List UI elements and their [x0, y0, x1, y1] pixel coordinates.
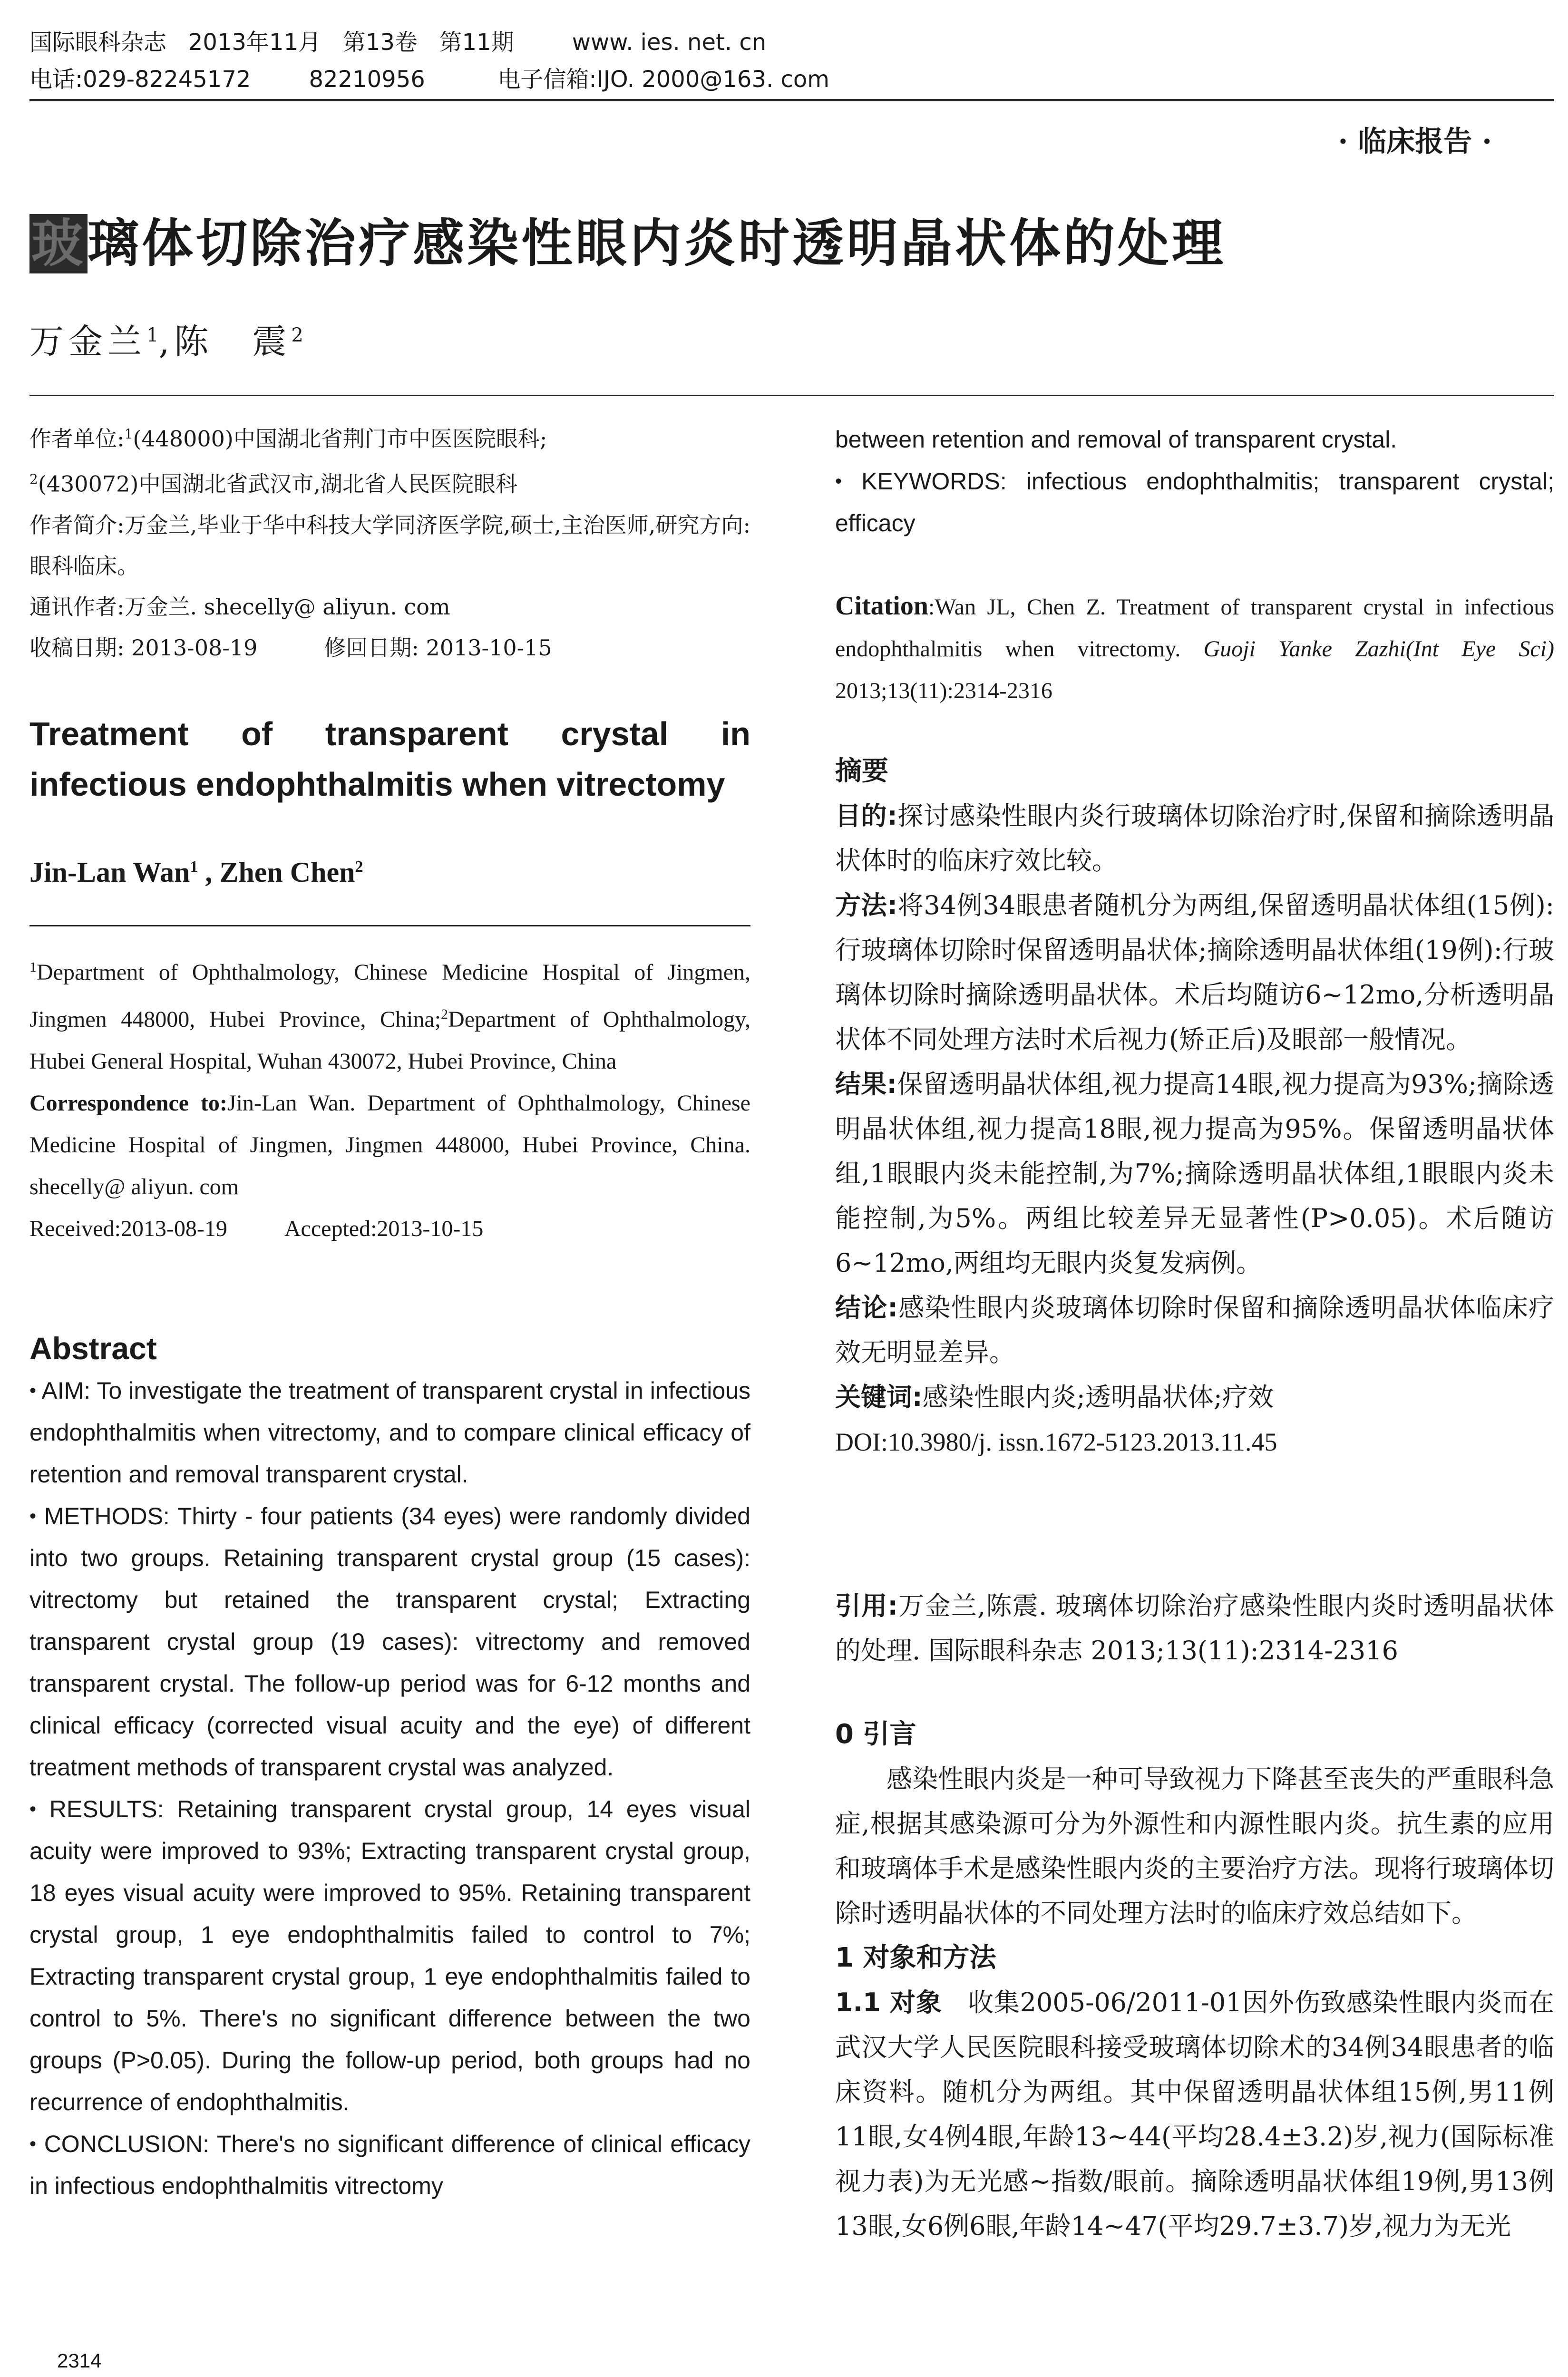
author-1-sup: 1	[146, 324, 159, 346]
abstract-cn-aim: 目的:探讨感染性眼内炎行玻璃体切除治疗时,保留和摘除透明晶状体时的临床疗效比较。	[835, 801, 1554, 876]
article-title	[29, 202, 1226, 276]
authors-cn	[29, 314, 303, 363]
title-rest: 璃体切除治疗感染性眼内炎时透明晶状体的处理	[88, 214, 1227, 273]
unit-line-1: 作者单位:$^1$(448000)中国湖北省荆门市中医医院眼科;	[29, 426, 547, 452]
dates-cn: 收稿日期: 2013-08-19 修回日期: 2013-10-15	[29, 634, 552, 661]
unit-line-2: $^2$(430072)中国湖北省武汉市,湖北省人民医院眼科	[29, 471, 517, 497]
english-title-line-1: Treatment of transparent crystal in	[29, 715, 750, 752]
title-first-char: 玻	[29, 214, 88, 273]
authors-en	[29, 856, 363, 889]
correspondence: Correspondence to:Jin-Lan Wan. Department of Ophthalmology, Chinese Medicine Hospital of Jingmen, Jingmen 448000, Hubei Province, China. shecelly@ aliyun. com	[29, 1091, 750, 1199]
meta-cn	[29, 414, 750, 668]
intro-paragraph: 感染性眼内炎是一种可导致视力下降甚至丧失的严重眼科急症,根据其感染源可分为外源性和内源性眼内炎。抗生素的应用和玻璃体手术是感染性眼内炎的主要治疗方法。现将行玻璃体切除时透明晶状体的不同处理方法时的临床疗效总结如下。	[835, 1764, 1554, 1928]
en-author-2-sup: 2	[355, 858, 363, 876]
author-bio: 作者简介:万金兰,毕业于华中科技大学同济医学院,硕士,主治医师,研究方向:眼科临床。	[29, 512, 750, 579]
keywords-en: • KEYWORDS: infectious endophthalmitis; transparent crystal; efficacy	[835, 468, 1554, 536]
abstract-en	[29, 1327, 750, 2207]
abstract-cn-methods: 方法:将34例34眼患者随机分为两组,保留透明晶状体组(15例):行玻璃体切除时保留透明晶状体;摘除透明晶状体组(19例):行玻璃体切除时摘除透明晶状体。术后均随访6~12mo,分析透明晶状体不同处理方法时术后视力(矫正后)及眼部一般情况。	[835, 890, 1554, 1054]
citation-cn-text: 引用:万金兰,陈震. 玻璃体切除治疗感染性眼内炎时透明晶状体的处理. 国际眼科杂志 2013;13(11):2314-2316	[835, 1591, 1554, 1666]
authors-rule	[29, 395, 1554, 396]
affiliation	[29, 946, 750, 1250]
journal-header	[29, 24, 1554, 98]
author-1: 万金兰	[29, 321, 147, 361]
abstract-cn-results: 结果:保留透明晶状体组,视力提高14眼,视力提高为93%;摘除透明晶状体组,视力提高18眼,视力提高为95%。保留透明晶状体组,1眼眼内炎未能控制,为7%;摘除透明晶状体组,1眼眼内炎未能控制,为5%。两组比较差异无显著性(P>0.05)。术后随访6~12mo,两组均无眼内炎复发病例。	[835, 1069, 1554, 1278]
abstract-conclusion: • CONCLUSION: There's no significant difference of clinical efficacy in infectious endophthalmitis vitrectomy	[29, 2131, 750, 2199]
author-sep: ,	[158, 321, 175, 361]
abstract-heading: Abstract	[29, 1331, 157, 1366]
en-authors-rule	[29, 925, 750, 926]
author-2-sup: 2	[291, 324, 303, 346]
english-title	[29, 709, 750, 809]
citation-text: Citation:Wan JL, Chen Z. Treatment of transparent crystal in infectious endophthalmitis when vitrectomy. Guoji Yanke Zazhi(Int Eye Sci) 2013;13(11):2314-2316	[835, 591, 1554, 703]
citation-cn	[835, 1584, 1554, 1673]
corresponding-author: 通讯作者:万金兰. shecelly@ aliyun. com	[29, 594, 450, 620]
abstract-aim: • AIM: To investigate the treatment of transparent crystal in infectious endophthalmitis when vitrectomy, and to compare clinical efficacy of retention and removal transparent crystal.	[29, 1377, 750, 1488]
conclusion-continued: between retention and removal of transparent crystal.	[835, 426, 1397, 453]
abstract-cn-conclusion: 结论:感染性眼内炎玻璃体切除时保留和摘除透明晶状体临床疗效无明显差异。	[835, 1293, 1554, 1367]
header-line-2: 电话:029-82245172 82210956 电子信箱:IJO. 2000@163. com	[29, 66, 830, 93]
intro-heading: 0 引言	[835, 1719, 916, 1750]
abstract-en-continued	[835, 419, 1554, 544]
doi: DOI:10.3980/j. issn.1672-5123.2013.11.45	[835, 1428, 1277, 1456]
page-number: 2314	[57, 2349, 102, 2372]
author-2: 陈 震	[174, 321, 292, 361]
affiliation-text: $^1$Department of Ophthalmology, Chinese Medicine Hospital of Jingmen, Jingmen 448000, Hubei Province, China;$^2$Department of Ophthalmology, Hubei General Hospital, Wuhan 430072, Hubei Province, China	[29, 959, 751, 1074]
dates-en: Received:2013-08-19 Accepted:2013-10-15	[29, 1216, 484, 1241]
en-author-sep: ,	[198, 857, 220, 888]
en-author-1: Jin-Lan Wan	[29, 857, 190, 888]
header-line-1: 国际眼科杂志 2013年11月 第13卷 第11期 www. ies. net. cn	[29, 29, 767, 56]
abstract-results: • RESULTS: Retaining transparent crystal group, 14 eyes visual acuity were improved to 93%; Extracting transparent crystal group, 18 eyes visual acuity were improved to 95%. Retaining transparent crystal group, 1 eye endophthalmitis failed to control to 7%; Extracting transparent crystal group, 1 eye endophthalmitis failed to control to 5%. There's no significant difference between the two groups (P>0.05). During the follow-up period, both groups had no recurrence of endophthalmitis.	[29, 1796, 750, 2115]
abstract-cn-keywords: 关键词:感染性眼内炎;透明晶状体;疗效	[835, 1382, 1274, 1412]
en-author-2: Zhen Chen	[219, 857, 355, 888]
abstract-cn-heading: 摘要	[835, 756, 888, 787]
en-author-1-sup: 1	[190, 858, 198, 876]
section-tag: · 临床报告 ·	[1338, 125, 1492, 158]
abstract-cn	[835, 749, 1554, 1464]
methods-heading: 1 对象和方法	[835, 1942, 996, 1973]
english-title-line-2: infectious endophthalmitis when vitrectomy	[29, 766, 725, 803]
header-rule	[29, 99, 1554, 101]
body-text	[835, 1712, 1554, 2249]
subjects-paragraph: 1.1 对象 收集2005-06/2011-01因外伤致感染性眼内炎而在武汉大学人民医院眼科接受玻璃体切除术的34例34眼患者的临床资料。随机分为两组。其中保留透明晶状体组15例,男11例11眼,女4例4眼,年龄13~44(平均28.4±3.2)岁,视力(国际标准视力表)为无光感~指数/眼前。摘除透明晶状体组19例,男13例13眼,女6例6眼,年龄14~47(平均29.7±3.7)岁,视力为无光	[835, 1987, 1554, 2241]
abstract-methods: • METHODS: Thirty - four patients (34 eyes) were randomly divided into two groups. Retaining transparent crystal group (15 cases): vitrectomy but retained the transparent crystal; Extracting transparent crystal group (19 cases): vitrectomy and removed transparent crystal. The follow-up period was for 6-12 months and clinical efficacy (corrected visual acuity and the eye) of different treatment methods of transparent crystal was analyzed.	[29, 1503, 750, 1781]
citation-en	[835, 585, 1554, 712]
